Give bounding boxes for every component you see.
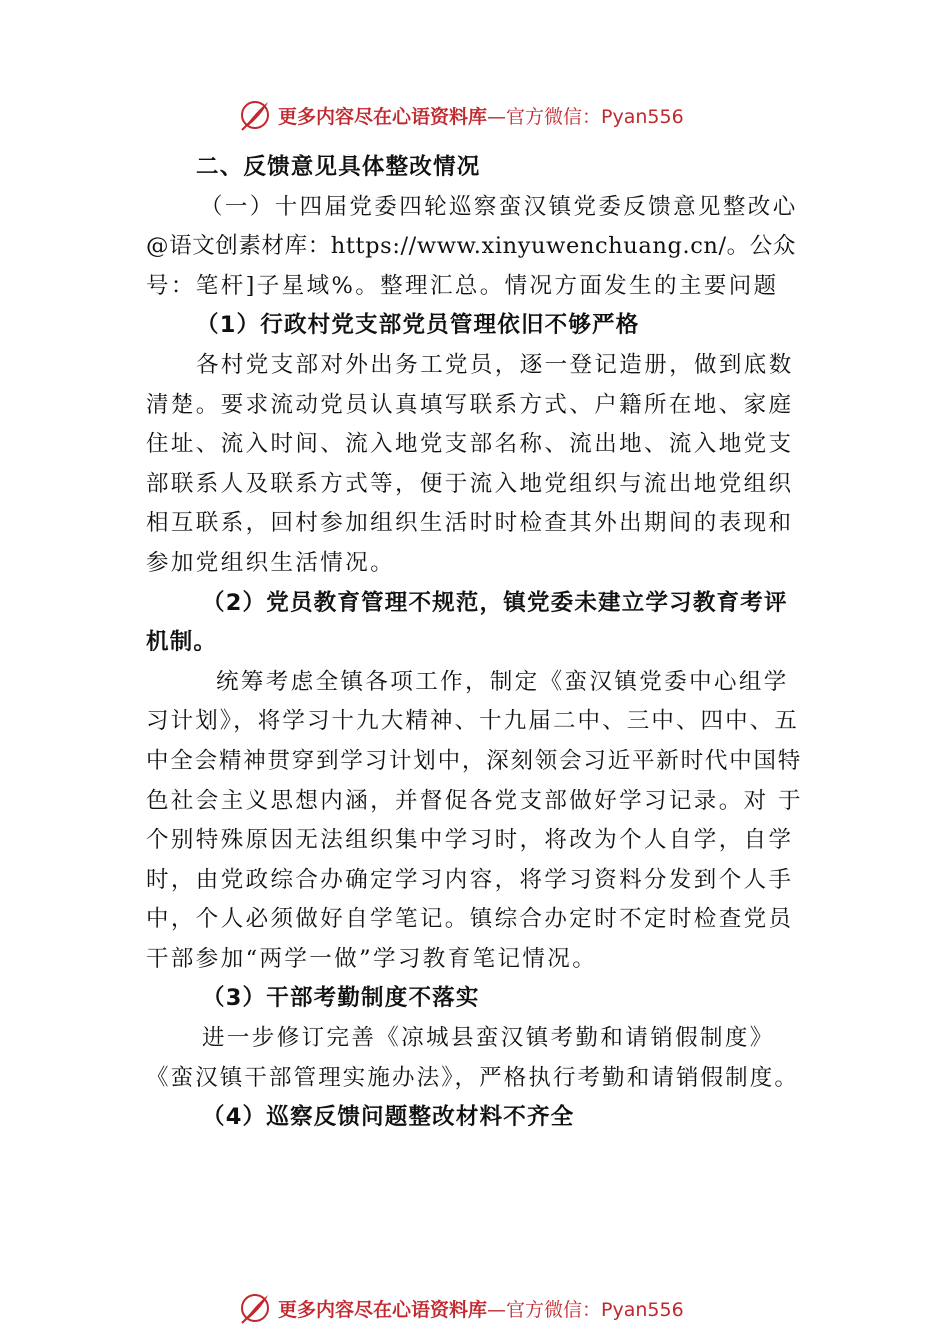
section-heading-line: （1）行政村党支部党员管理依旧不够严格 [196,312,640,339]
paragraph-line: 《蛮汉镇干部管理实施办法》，严格执行考勤和请销假制度。 [146,1064,799,1091]
quill-logo-icon [238,98,272,132]
banner-main-text: 更多内容尽在心语资料库 [278,1298,488,1321]
header-banner [238,97,798,133]
footer-banner [238,1290,798,1326]
document-body [146,148,806,1138]
section-heading-line: 机制。 [146,629,218,656]
paragraph-line: 习计划》，将学习十九大精神、十九届二中、三中、四中、五 [146,708,799,735]
paragraph-line: 中全会精神贯穿到学习计划中，深刻领会习近平新时代中国特 [146,747,803,774]
banner-main-text: 更多内容尽在心语资料库 [278,105,488,128]
banner-sub-text: —官方微信：Pyan556 [487,105,684,128]
section-heading-line: （3）干部考勤制度不落实 [202,985,480,1012]
paragraph-line: 干部参加“两学一做”学习教育笔记情况。 [146,945,598,972]
paragraph-line: 号：笔杆]子星域%。整理汇总。情况方面发生的主要问题 [146,272,779,299]
paragraph-line: 部联系人及联系方式等，便于流入地党组织与流出地党组织 [146,470,794,497]
paragraph-line: 参加党组织生活情况。 [146,549,396,576]
paragraph-line: 色社会主义思想内涵，并督促各党支部做好学习记录。对 于 [146,787,803,814]
paragraph-line: 各村党支部对外出务工党员，逐一登记造册，做到底数 [196,351,794,378]
banner-sub-text: —官方微信：Pyan556 [487,1298,684,1321]
paragraph-line: 相互联系，回村参加组织生活时时检查其外出期间的表现和 [146,510,794,537]
paragraph-line: （一）十四届党委四轮巡察蛮汉镇党委反馈意见整改心 [200,193,798,220]
quill-logo-icon [238,1291,272,1325]
section-heading-line: 二、反馈意见具体整改情况 [196,154,481,180]
paragraph-line: 个别特殊原因无法组织集中学习时，将改为个人自学，自学 [146,827,794,854]
paragraph-line: 进一步修订完善《凉城县蛮汉镇考勤和请销假制度》 [202,1025,775,1052]
paragraph-line: 时，由党政综合办确定学习内容，将学习资料分发到个人手 [146,866,794,893]
paragraph-line: @语文创素材库：https://www.xinyuwenchuang.cn/。公众 [146,233,796,260]
paragraph-line: 统筹考虑全镇各项工作，制定《蛮汉镇党委中心组学 [216,668,789,695]
section-heading-line: （4）巡察反馈问题整改材料不齐全 [202,1104,575,1131]
paragraph-line: 清楚。要求流动党员认真填写联系方式、户籍所在地、家庭 [146,391,794,418]
paragraph-line: 中，个人必须做好自学笔记。镇综合办定时不定时检查党员 [146,906,794,933]
paragraph-line: 住址、流入时间、流入地党支部名称、流出地、流入地党支 [146,431,794,458]
section-heading-line: （2）党员教育管理不规范，镇党委未建立学习教育考评 [202,589,788,616]
